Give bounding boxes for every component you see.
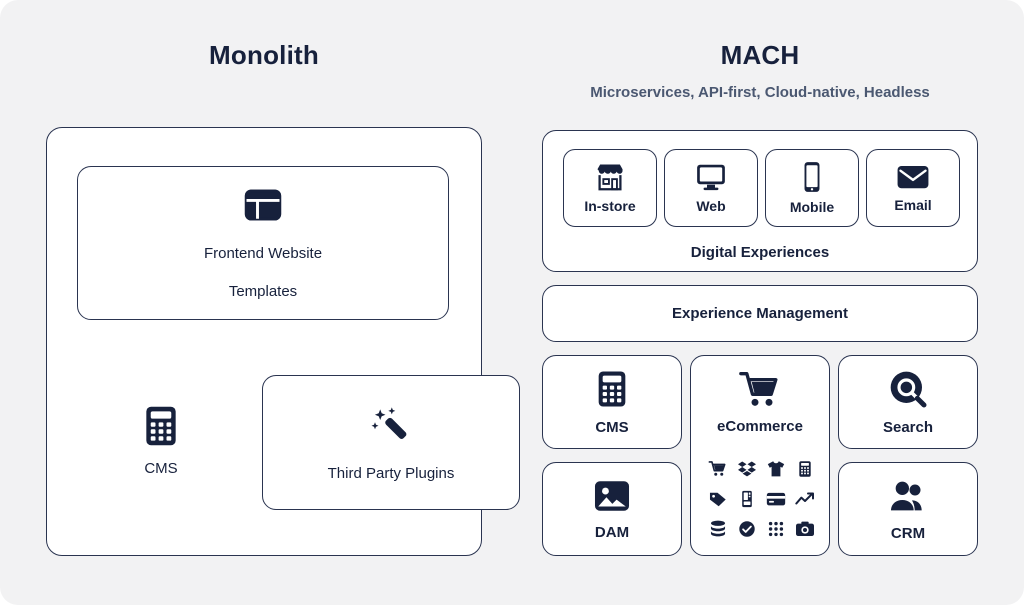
service-ecommerce [690,355,830,556]
channel-web [664,149,758,227]
dropbox-icon [737,460,757,478]
database-icon [708,520,728,538]
experience-management-label: Experience Management [672,305,848,322]
monolith-frontend-templates [77,166,449,320]
channel-email [866,149,960,227]
service-search [838,355,978,449]
service-label: DAM [594,523,630,541]
channel-in-store [563,149,657,227]
grid-dots-icon [767,520,785,538]
service-label: eCommerce [717,418,803,435]
plugins-label: Third Party Plugins [327,465,455,482]
shopping-cart-icon [738,370,782,410]
experience-management-box [542,285,978,342]
chart-line-icon [795,491,815,507]
credit-card-icon [766,491,786,507]
calculator-icon [141,404,181,448]
envelope-icon [896,163,930,191]
channel-label: Mobile [789,199,835,215]
service-dam [542,462,682,556]
smartphone-icon [801,161,823,193]
mach-subtitle: Microservices, API-first, Cloud-native, Headless [590,84,930,101]
service-label: Search [882,418,934,436]
frontend-label-line1: Frontend Website [203,245,323,262]
frontend-label-line2: Templates [228,283,298,300]
digital-experiences-label: Digital Experiences [690,244,830,261]
channel-label: In-store [584,198,636,214]
page-title-mach: MACH [720,40,800,70]
channel-mobile [765,149,859,227]
monolith-cms [110,395,212,485]
magnifier-icon [888,369,928,409]
magic-wand-icon [367,403,415,451]
storefront-icon [594,162,626,192]
desktop-monitor-icon [695,162,727,192]
vending-machine-icon [740,490,754,508]
users-group-icon [888,477,928,515]
service-label: CMS [595,418,629,436]
calculator-icon [797,460,813,478]
page-title-monolith: Monolith [209,40,319,70]
monolith-cms-label: CMS [144,459,178,477]
digital-experiences-container [542,130,978,272]
image-photo-icon [592,478,632,514]
tshirt-icon [766,460,786,478]
service-label: CRM [890,524,926,542]
camera-icon [795,520,815,538]
channel-label: Web [696,198,726,214]
check-circle-icon [737,520,757,538]
tag-icon [708,490,728,508]
service-cms [542,355,682,449]
shopping-cart-icon [708,460,728,478]
browser-window-icon [241,183,285,227]
calculator-icon [594,369,630,409]
ecommerce-tile-grid [703,454,819,544]
service-crm [838,462,978,556]
monolith-third-party-plugins [262,375,520,510]
channel-label: Email [894,197,932,213]
